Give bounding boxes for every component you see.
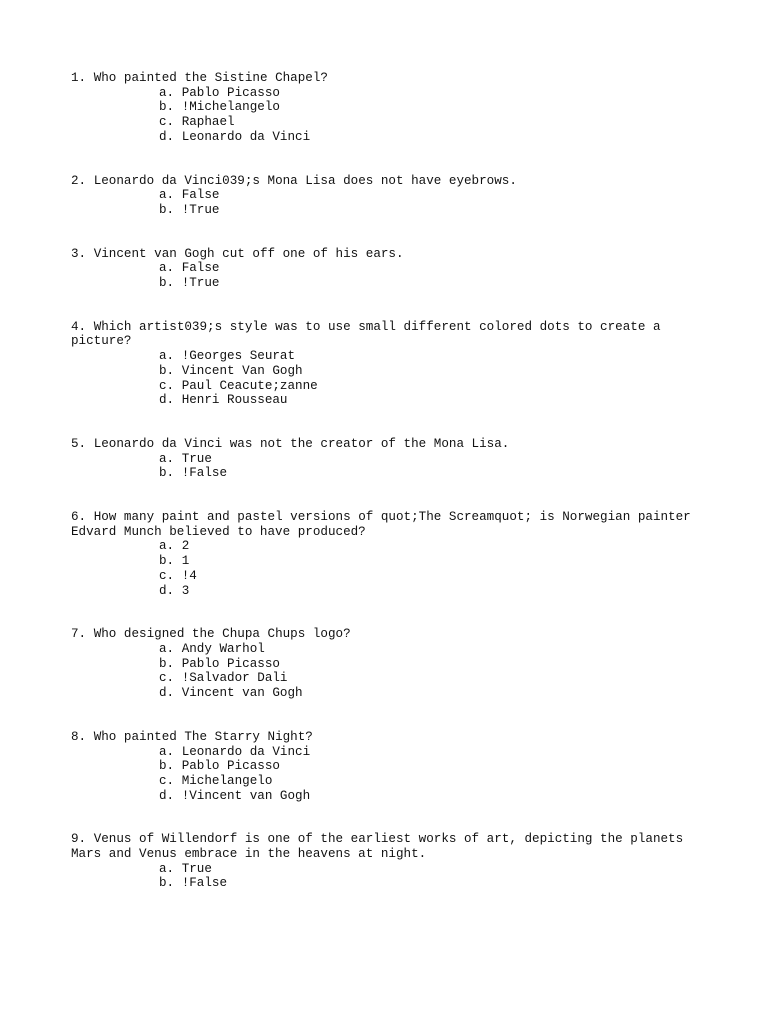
option-text: 1 <box>181 554 190 569</box>
question-number: 2. <box>71 173 87 188</box>
question-text <box>71 730 711 745</box>
answer-option <box>71 584 711 599</box>
question-6 <box>71 510 711 598</box>
option-letter: d. <box>159 788 175 803</box>
option-text: 2 <box>181 539 190 554</box>
option-text: True <box>181 861 212 876</box>
option-letter: c. <box>159 568 175 583</box>
option-letter: a. <box>159 85 175 100</box>
answer-option <box>71 188 711 203</box>
answer-options <box>71 452 711 481</box>
option-text: False <box>181 188 220 203</box>
option-text: !Vincent van Gogh <box>181 788 311 803</box>
option-text: Andy Warhol <box>181 641 265 656</box>
option-text: Vincent Van Gogh <box>181 363 303 378</box>
answer-option <box>71 876 711 891</box>
option-letter: b. <box>159 656 175 671</box>
answer-option <box>71 642 711 657</box>
question-number: 1. <box>71 71 87 85</box>
question-3 <box>71 247 711 291</box>
question-prompt: Who painted The Starry Night? <box>93 729 313 744</box>
option-text: Henri Rousseau <box>181 393 288 408</box>
question-text <box>71 174 711 189</box>
option-text: Michelangelo <box>181 773 273 788</box>
option-text: Paul Ceacute;zanne <box>181 378 318 393</box>
option-letter: b. <box>159 100 175 115</box>
answer-option <box>71 349 711 364</box>
answer-option <box>71 466 711 481</box>
answer-option <box>71 686 711 701</box>
answer-options <box>71 261 711 290</box>
answer-option <box>71 774 711 789</box>
option-letter: c. <box>159 773 175 788</box>
option-letter: a. <box>159 539 175 554</box>
answer-option <box>71 276 711 291</box>
option-text: 3 <box>181 583 190 598</box>
option-letter: a. <box>159 188 175 203</box>
question-prompt: Who designed the Chupa Chups logo? <box>93 627 351 642</box>
answer-option <box>71 115 711 130</box>
option-text: !Salvador Dali <box>181 671 288 686</box>
option-letter: a. <box>159 261 175 276</box>
question-number: 8. <box>71 729 87 744</box>
answer-option <box>71 364 711 379</box>
option-letter: a. <box>159 451 175 466</box>
question-8 <box>71 730 711 804</box>
question-prompt: How many paint and pastel versions of quot;The Screamquot; is Norwegian painter Edvard Munch believed to have produced? <box>71 510 699 539</box>
answer-option <box>71 569 711 584</box>
option-text: Pablo Picasso <box>181 656 280 671</box>
option-text: Raphael <box>181 115 235 130</box>
question-7 <box>71 627 711 701</box>
answer-option <box>71 539 711 554</box>
option-letter: b. <box>159 876 175 891</box>
option-text: !False <box>181 466 228 481</box>
option-letter: c. <box>159 378 175 393</box>
option-letter: c. <box>159 115 175 130</box>
option-text: Leonardo da Vinci <box>181 129 311 144</box>
answer-options <box>71 862 711 891</box>
question-text <box>71 832 711 861</box>
answer-option <box>71 261 711 276</box>
option-text: True <box>181 451 212 466</box>
question-5 <box>71 437 711 481</box>
question-prompt: Leonardo da Vinci was not the creator of the Mona Lisa. <box>93 436 510 451</box>
question-2 <box>71 174 711 218</box>
option-text: !True <box>181 276 220 291</box>
option-text: !Michelangelo <box>181 100 280 115</box>
question-prompt: Leonardo da Vinci039;s Mona Lisa does not have eyebrows. <box>93 173 517 188</box>
answer-options <box>71 188 711 217</box>
answer-options <box>71 745 711 804</box>
answer-option <box>71 203 711 218</box>
question-text <box>71 510 711 539</box>
option-letter: d. <box>159 686 175 701</box>
answer-option <box>71 862 711 877</box>
question-number: 4. <box>71 319 87 334</box>
question-9 <box>71 832 711 891</box>
option-text: False <box>181 261 220 276</box>
option-text: !True <box>181 202 220 217</box>
answer-option <box>71 379 711 394</box>
answer-option <box>71 671 711 686</box>
answer-option <box>71 554 711 569</box>
option-letter: b. <box>159 276 175 291</box>
question-number: 7. <box>71 627 87 642</box>
answer-option <box>71 745 711 760</box>
option-letter: b. <box>159 554 175 569</box>
answer-option <box>71 759 711 774</box>
option-letter: a. <box>159 641 175 656</box>
answer-options <box>71 86 711 145</box>
option-letter: d. <box>159 129 175 144</box>
option-letter: a. <box>159 861 175 876</box>
answer-option <box>71 452 711 467</box>
quiz-document <box>71 71 711 920</box>
option-letter: b. <box>159 202 175 217</box>
option-text: Pablo Picasso <box>181 759 280 774</box>
option-text: Vincent van Gogh <box>181 686 303 701</box>
question-text <box>71 437 711 452</box>
question-text <box>71 71 711 86</box>
answer-options <box>71 539 711 598</box>
option-text: !4 <box>181 568 197 583</box>
question-text <box>71 320 711 349</box>
option-text: Leonardo da Vinci <box>181 744 311 759</box>
option-letter: c. <box>159 671 175 686</box>
option-letter: d. <box>159 393 175 408</box>
option-letter: d. <box>159 583 175 598</box>
answer-option <box>71 657 711 672</box>
answer-options <box>71 642 711 701</box>
answer-option <box>71 130 711 145</box>
option-text: !Georges Seurat <box>181 349 296 364</box>
option-letter: b. <box>159 759 175 774</box>
option-letter: a. <box>159 349 175 364</box>
option-letter: b. <box>159 363 175 378</box>
answer-option <box>71 86 711 101</box>
question-number: 6. <box>71 510 87 525</box>
question-prompt: Venus of Willendorf is one of the earliest works of art, depicting the planets Mars and Venus embrace in the heavens at night. <box>71 832 691 862</box>
question-prompt: Which artist039;s style was to use small different colored dots to create a picture? <box>71 319 669 349</box>
option-letter: a. <box>159 744 175 759</box>
question-4 <box>71 320 711 408</box>
option-letter: b. <box>159 466 175 481</box>
question-number: 5. <box>71 436 87 451</box>
question-text <box>71 627 711 642</box>
option-text: !False <box>181 876 228 891</box>
question-text <box>71 247 711 262</box>
answer-options <box>71 349 711 408</box>
question-prompt: Who painted the Sistine Chapel? <box>93 71 328 85</box>
option-text: Pablo Picasso <box>181 85 280 100</box>
question-prompt: Vincent van Gogh cut off one of his ears. <box>93 246 404 261</box>
answer-option <box>71 393 711 408</box>
question-number: 9. <box>71 832 87 847</box>
answer-option <box>71 789 711 804</box>
question-number: 3. <box>71 246 87 261</box>
question-1 <box>71 71 711 145</box>
answer-option <box>71 100 711 115</box>
